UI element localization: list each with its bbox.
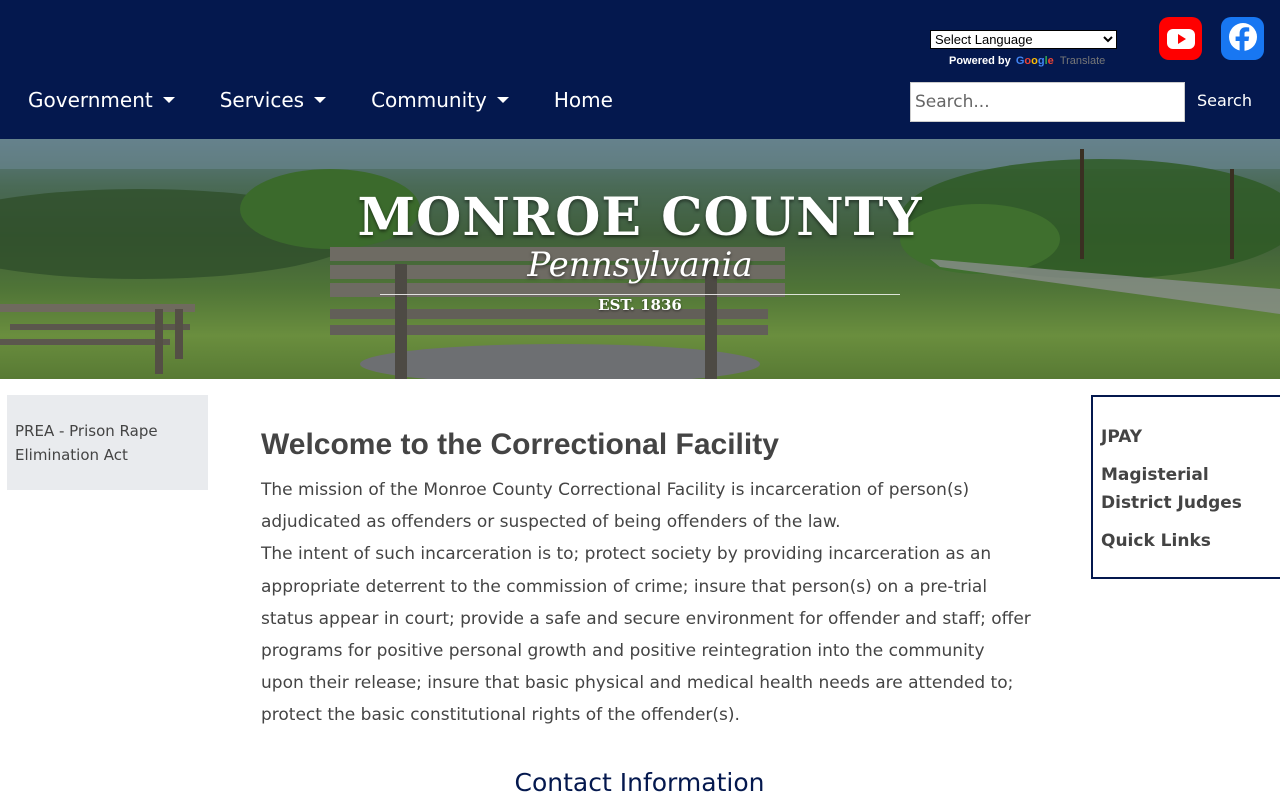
- nav-services-label: Services: [219, 88, 305, 112]
- nav-home-label: Home: [553, 88, 613, 112]
- banner-divider: [380, 294, 900, 295]
- left-sidebar: [7, 395, 208, 490]
- youtube-link[interactable]: [1159, 17, 1202, 60]
- nav-community-label: Community: [371, 88, 487, 112]
- site-header: [0, 0, 1280, 139]
- sidebar-link-jpay[interactable]: JPAY: [1101, 427, 1143, 447]
- translate-label: Translate: [1059, 55, 1106, 67]
- main-nav: [28, 88, 658, 112]
- banner-state: Pennsylvania: [527, 245, 753, 285]
- google-logo: Google: [1015, 55, 1054, 67]
- caret-down-icon: [497, 97, 509, 103]
- facebook-link[interactable]: [1221, 17, 1264, 60]
- page-title: Welcome to the Correctional Facility: [261, 428, 779, 461]
- banner-title: MONROE COUNTY: [357, 187, 923, 248]
- sidebar-link-prea[interactable]: PREA - Prison Rape Elimination Act: [15, 422, 158, 464]
- contact-heading: Contact Information: [514, 768, 765, 797]
- nav-community[interactable]: [371, 88, 509, 112]
- banner-established: EST. 1836: [598, 296, 682, 314]
- nav-government-label: Government: [28, 88, 153, 112]
- intent-paragraph: The intent of such incarceration is to; protect society by providing incarceration as an appropriate deterrent to the commission of crime; insure that person(s) on a pre-trial status appear in court; provide a safe and secure environment for offender and staff; offer programs for positive personal growth and positive reintegration into the community upon their release; insure that basic physical and medical health needs are attended to; protect the basic constitutional rights of the offender(s).: [261, 544, 1031, 726]
- google-translate-attribution: [949, 55, 1105, 67]
- nav-services[interactable]: [220, 88, 326, 112]
- powered-by-label: Powered by: [949, 55, 1011, 67]
- hero-banner: [0, 139, 1280, 379]
- facebook-f-icon: [1228, 22, 1258, 56]
- caret-down-icon: [314, 97, 326, 103]
- language-select[interactable]: [930, 30, 1117, 49]
- right-sidebar: [1091, 395, 1280, 579]
- caret-down-icon: [163, 97, 175, 103]
- sidebar-link-magisterial-district-judges[interactable]: Magisterial District Judges: [1101, 465, 1242, 513]
- search-input[interactable]: [910, 82, 1185, 122]
- nav-home[interactable]: [554, 88, 613, 112]
- nav-government[interactable]: [28, 88, 175, 112]
- youtube-play-icon: [1167, 29, 1195, 49]
- sidebar-link-quick-links[interactable]: Quick Links: [1101, 531, 1211, 551]
- search-button[interactable]: Search: [1197, 91, 1252, 110]
- mission-paragraph: The mission of the Monroe County Correctional Facility is incarceration of person(s) adjudicated as offenders or suspected of being offenders of the law.: [261, 480, 970, 533]
- main-content: [261, 428, 1031, 732]
